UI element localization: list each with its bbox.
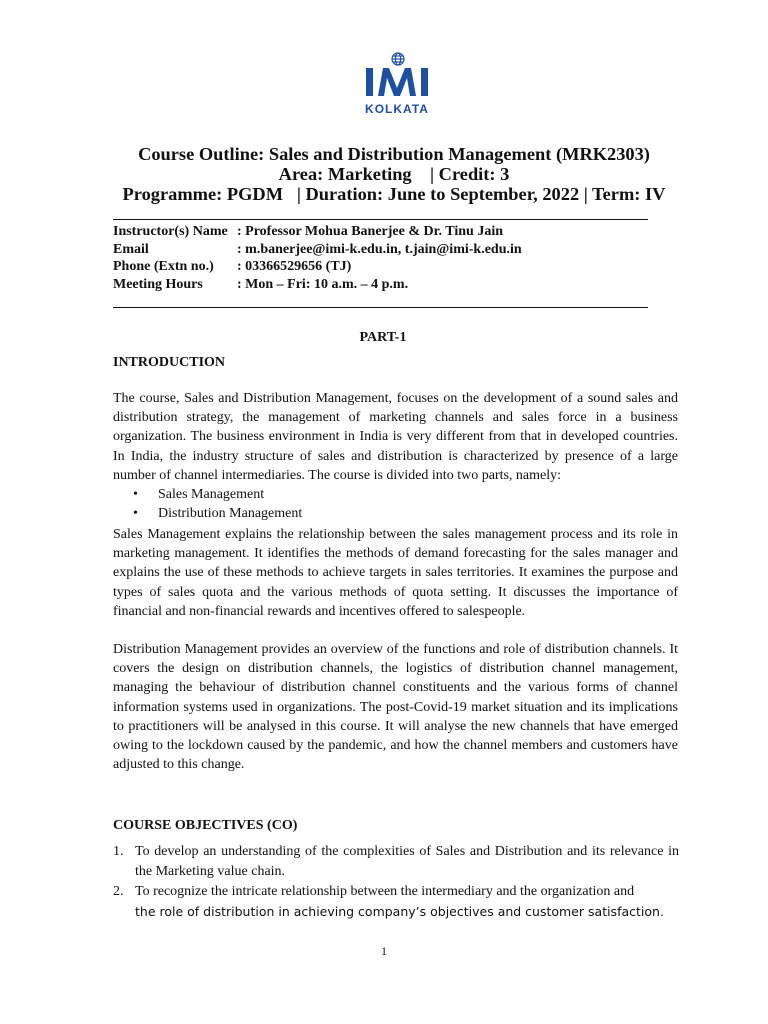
list-item-text: To develop an understanding of the complexities of Sales and Distribution and its relevance in the Marketing value chain.: [135, 844, 679, 879]
area-credit-line: Area: Marketing | Credit: 3: [278, 164, 510, 184]
course-objectives-heading: COURSE OBJECTIVES (CO): [113, 818, 298, 833]
list-item: [113, 842, 679, 882]
bullet-icon: •: [133, 506, 138, 522]
info-value: : 03366529656 (TJ): [237, 259, 352, 275]
programme-line: Programme: PGDM | Duration: June to September, 2022 | Term: IV: [122, 184, 666, 204]
info-label: Meeting Hours: [113, 277, 203, 293]
divider-bottom: [113, 307, 648, 308]
objectives-list: [113, 842, 679, 923]
list-number: 1.: [113, 844, 124, 859]
instructor-info: [113, 223, 522, 294]
list-item: [133, 485, 302, 504]
info-value: : Professor Mohua Banerjee & Dr. Tinu Jain: [237, 224, 504, 239]
intro-paragraph-1: [113, 389, 678, 485]
info-row-instructor: [113, 223, 522, 241]
intro-paragraph-3: [113, 640, 678, 774]
page-number: 1: [381, 944, 387, 958]
info-label: Instructor(s) Name: [113, 224, 228, 239]
course-title: Course Outline: Sales and Distribution Management (MRK2303): [138, 144, 650, 164]
bullet-icon: •: [133, 487, 138, 502]
info-label: Phone (Extn no.): [113, 259, 214, 275]
introduction-heading: INTRODUCTION: [113, 355, 226, 370]
imi-logo-mark: [358, 50, 436, 102]
list-item: [113, 882, 679, 923]
info-label: Email: [113, 241, 149, 257]
paragraph-text: Sales Management explains the relationship between the sales management process and its role in marketing management. It identifies the methods of demand forecasting for the sales manager and explains the use of these methods to achieve targets in sales territories. It examines the purpose and types of sales quota and the various methods of quota setting. It discusses the importance of financial and non-financial rewards and incentives offered to salespeople.: [113, 527, 678, 619]
list-item-text: Distribution Management: [158, 506, 303, 522]
list-number: 2.: [113, 884, 124, 899]
intro-paragraph-2: [113, 525, 678, 621]
info-row-meeting-hours: [113, 276, 522, 294]
list-item-text: [135, 882, 679, 923]
info-row-email: [113, 241, 522, 259]
list-item-text-part: To recognize the intricate relationship between the intermediary and the organization and: [135, 884, 635, 899]
paragraph-text: Distribution Management provides an overview of the functions and role of distribution channels. It covers the design on distribution channels, the logistics of distribution channel management, managing the behaviour of distribution channel constituents and the various forms of channel information systems used in organizations. The post-Covid-19 market situation and its implications to practitioners will be analysed in this course. It will analyse the new channels that have emerged owing to the lockdown caused by the pandemic, and how the channel members and customers have adjusted to this change.: [113, 642, 678, 773]
list-item: [133, 504, 302, 523]
part-heading: PART-1: [359, 330, 407, 345]
info-value: : Mon – Fri: 10 a.m. – 4 p.m.: [237, 277, 409, 293]
list-item-text-part: the role of distribution in achieving company’s objectives and customer satisfaction.: [135, 904, 664, 919]
paragraph-text: The course, Sales and Distribution Management, focuses on the development of a sound sales and distribution strategy, the management of marketing channels and sales force in a business organization. The business environment in India is very different from that in developed countries. In India, the industry structure of sales and distribution is characterized by presence of a large number of channel intermediaries. The course is divided into two parts, namely:: [113, 391, 678, 483]
logo-kolkata-text: KOLKATA: [365, 102, 429, 116]
list-item-text: Sales Management: [158, 487, 265, 502]
info-row-phone: [113, 258, 522, 276]
divider-top: [113, 219, 648, 220]
imi-kolkata-logo: [358, 50, 436, 122]
info-value: : m.banerjee@imi-k.edu.in, t.jain@imi-k.edu.in: [237, 241, 522, 257]
parts-bullet-list: [133, 485, 302, 523]
